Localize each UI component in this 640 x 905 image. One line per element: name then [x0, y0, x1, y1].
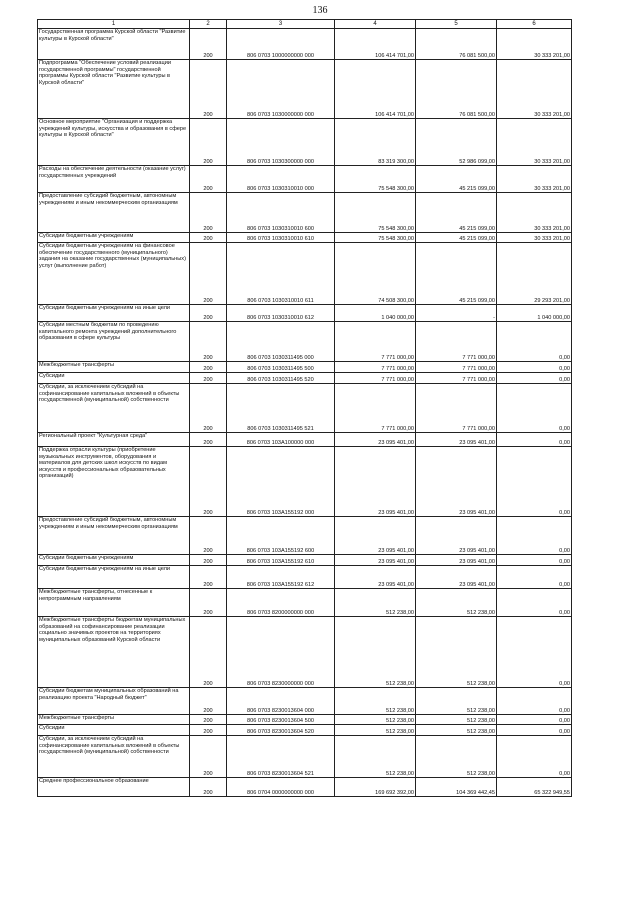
row-name: Субсидии местным бюджетам по проведению капитального ремонта учреждений дополнительного образования в сфере культуры: [38, 322, 190, 362]
row-executed-amount: 45 215 099,00: [416, 193, 497, 233]
row-name: Субсидии, за исключением субсидий на софинансирование капитальных вложений в объекты государственной (муниципальной) собственности: [38, 384, 190, 433]
row-code: 200: [190, 362, 227, 373]
row-executed-amount: 52 986 099,00: [416, 119, 497, 166]
row-code: 200: [190, 305, 227, 322]
row-plan-amount: 23 095 401,00: [335, 433, 416, 447]
row-plan-amount: 512 238,00: [335, 688, 416, 715]
table-row: [38, 119, 572, 166]
row-executed-amount: 45 215 099,00: [416, 166, 497, 193]
row-name: Предоставление субсидий бюджетным, автономным учреждениям и иным некоммерческим организациям: [38, 193, 190, 233]
row-budget-code: 806 0703 1030310010 610: [227, 233, 335, 243]
row-executed-amount: 45 215 099,00: [416, 233, 497, 243]
row-plan-amount: 75 548 300,00: [335, 166, 416, 193]
row-executed-amount: 23 095 401,00: [416, 555, 497, 566]
row-remaining-amount: 0,00: [497, 555, 572, 566]
row-name: Субсидии: [38, 725, 190, 736]
row-executed-amount: 512 238,00: [416, 715, 497, 725]
table-row: [38, 60, 572, 119]
table-row: [38, 29, 572, 60]
row-remaining-amount: 0,00: [497, 362, 572, 373]
table-row: [38, 305, 572, 322]
row-remaining-amount: 30 333 201,00: [497, 233, 572, 243]
row-plan-amount: 512 238,00: [335, 617, 416, 688]
row-remaining-amount: 0,00: [497, 688, 572, 715]
row-remaining-amount: 30 333 201,00: [497, 119, 572, 166]
row-executed-amount: 104 369 442,45: [416, 778, 497, 797]
row-executed-amount: 23 095 401,00: [416, 566, 497, 589]
row-code: 200: [190, 166, 227, 193]
table-row: [38, 778, 572, 797]
row-name: Среднее профессиональное образование: [38, 778, 190, 797]
table-row: [38, 243, 572, 305]
row-name: Расходы на обеспечение деятельности (оказание услуг) государственных учреждений: [38, 166, 190, 193]
row-code: 200: [190, 243, 227, 305]
row-name: Межбюджетные трансферты, отнесенные к непрограммным направлениям: [38, 589, 190, 617]
row-executed-amount: 7 771 000,00: [416, 373, 497, 384]
table-row: [38, 233, 572, 243]
row-budget-code: 806 0703 1030311495 500: [227, 362, 335, 373]
table-row: [38, 736, 572, 778]
table-row: [38, 566, 572, 589]
row-plan-amount: 83 319 300,00: [335, 119, 416, 166]
row-budget-code: 806 0703 103A155192 610: [227, 555, 335, 566]
row-remaining-amount: 1 040 000,00: [497, 305, 572, 322]
row-remaining-amount: 0,00: [497, 322, 572, 362]
row-plan-amount: 1 040 000,00: [335, 305, 416, 322]
row-executed-amount: 7 771 000,00: [416, 384, 497, 433]
row-plan-amount: 169 692 392,00: [335, 778, 416, 797]
table-row: [38, 725, 572, 736]
table-row: [38, 517, 572, 555]
row-name: Подпрограмма "Обеспечение условий реализации государственной программы" государственной программы Курской области "Развитие культуры в Курской области": [38, 60, 190, 119]
row-budget-code: 806 0703 8230013604 000: [227, 688, 335, 715]
row-executed-amount: 23 095 401,00: [416, 517, 497, 555]
row-executed-amount: 512 238,00: [416, 589, 497, 617]
row-remaining-amount: 30 333 201,00: [497, 166, 572, 193]
table-row: [38, 589, 572, 617]
row-budget-code: 806 0703 8200000000 000: [227, 589, 335, 617]
row-remaining-amount: 0,00: [497, 736, 572, 778]
row-executed-amount: 23 095 401,00: [416, 447, 497, 517]
table-row: [38, 688, 572, 715]
row-executed-amount: 512 238,00: [416, 725, 497, 736]
row-remaining-amount: 0,00: [497, 384, 572, 433]
row-budget-code: 806 0703 1030311495 521: [227, 384, 335, 433]
row-budget-code: 806 0703 8230013604 520: [227, 725, 335, 736]
row-code: 200: [190, 433, 227, 447]
row-budget-code: 806 0703 103A155192 612: [227, 566, 335, 589]
column-header: 1: [38, 20, 190, 29]
row-name: Межбюджетные трансферты: [38, 715, 190, 725]
row-plan-amount: 23 095 401,00: [335, 517, 416, 555]
row-executed-amount: 512 238,00: [416, 688, 497, 715]
row-remaining-amount: 0,00: [497, 589, 572, 617]
row-name: Предоставление субсидий бюджетным, автономным учреждениям и иным некоммерческим организациям: [38, 517, 190, 555]
row-code: 200: [190, 566, 227, 589]
row-budget-code: 806 0703 103A100000 000: [227, 433, 335, 447]
column-header: 4: [335, 20, 416, 29]
row-code: 200: [190, 589, 227, 617]
row-plan-amount: 7 771 000,00: [335, 322, 416, 362]
row-code: 200: [190, 617, 227, 688]
row-remaining-amount: 0,00: [497, 433, 572, 447]
row-remaining-amount: 65 322 949,55: [497, 778, 572, 797]
row-budget-code: 806 0703 1030000000 000: [227, 60, 335, 119]
row-plan-amount: 23 095 401,00: [335, 447, 416, 517]
row-executed-amount: 76 081 500,00: [416, 29, 497, 60]
row-remaining-amount: 0,00: [497, 725, 572, 736]
table-row: [38, 193, 572, 233]
row-remaining-amount: 0,00: [497, 715, 572, 725]
row-budget-code: 806 0703 1030300000 000: [227, 119, 335, 166]
row-budget-code: 806 0703 1030310010 612: [227, 305, 335, 322]
row-plan-amount: 75 548 300,00: [335, 233, 416, 243]
table-row: [38, 617, 572, 688]
row-code: 200: [190, 778, 227, 797]
column-header: 5: [416, 20, 497, 29]
row-code: 200: [190, 725, 227, 736]
row-budget-code: 806 0704 0000000000 000: [227, 778, 335, 797]
row-code: 200: [190, 688, 227, 715]
row-plan-amount: 512 238,00: [335, 715, 416, 725]
row-remaining-amount: 0,00: [497, 373, 572, 384]
budget-table: [37, 19, 572, 797]
row-name: Региональный проект "Культурная среда": [38, 433, 190, 447]
row-budget-code: 806 0703 8230013604 521: [227, 736, 335, 778]
table-row: [38, 715, 572, 725]
row-executed-amount: -: [416, 305, 497, 322]
row-name: Субсидии: [38, 373, 190, 384]
row-name: Субсидии бюджетным учреждениям на иные цели: [38, 305, 190, 322]
row-executed-amount: 7 771 000,00: [416, 362, 497, 373]
row-remaining-amount: 30 333 201,00: [497, 29, 572, 60]
table-header-row: [38, 20, 572, 29]
table-row: [38, 373, 572, 384]
row-plan-amount: 7 771 000,00: [335, 384, 416, 433]
row-executed-amount: 7 771 000,00: [416, 322, 497, 362]
row-code: 200: [190, 373, 227, 384]
row-budget-code: 806 0703 8230000000 000: [227, 617, 335, 688]
table-row: [38, 322, 572, 362]
row-name: Основное мероприятие "Организация и поддержка учреждений культуры, искусства и образования в сфере культуры в Курской области": [38, 119, 190, 166]
row-remaining-amount: 0,00: [497, 566, 572, 589]
row-plan-amount: 74 508 300,00: [335, 243, 416, 305]
row-code: 200: [190, 517, 227, 555]
row-budget-code: 806 0703 103A155192 600: [227, 517, 335, 555]
row-plan-amount: 106 414 701,00: [335, 29, 416, 60]
table-row: [38, 166, 572, 193]
row-name: Межбюджетные трансферты: [38, 362, 190, 373]
row-budget-code: 806 0703 1030310010 000: [227, 166, 335, 193]
column-header: 2: [190, 20, 227, 29]
table-row: [38, 555, 572, 566]
column-header: 3: [227, 20, 335, 29]
row-name: Государственная программа Курской области "Развитие культуры в Курской области": [38, 29, 190, 60]
row-remaining-amount: 0,00: [497, 447, 572, 517]
row-executed-amount: 45 215 099,00: [416, 243, 497, 305]
row-name: Субсидии бюджетным учреждениям на иные цели: [38, 566, 190, 589]
row-name: Поддержка отрасли культуры (приобретение музыкальных инструментов, оборудования и материалов для детских школ искусств по видам искусств и профессиональных образовательных организаций): [38, 447, 190, 517]
row-code: 200: [190, 322, 227, 362]
row-code: 200: [190, 384, 227, 433]
row-plan-amount: 7 771 000,00: [335, 373, 416, 384]
column-header: 6: [497, 20, 572, 29]
row-budget-code: 806 0703 1030311495 520: [227, 373, 335, 384]
row-budget-code: 806 0703 1000000000 000: [227, 29, 335, 60]
row-plan-amount: 23 095 401,00: [335, 555, 416, 566]
row-remaining-amount: 0,00: [497, 617, 572, 688]
row-remaining-amount: 30 333 201,00: [497, 60, 572, 119]
row-plan-amount: 512 238,00: [335, 589, 416, 617]
page-number: 136: [312, 5, 328, 16]
row-plan-amount: 75 548 300,00: [335, 193, 416, 233]
row-name: Субсидии бюджетным учреждениям: [38, 233, 190, 243]
row-code: 200: [190, 736, 227, 778]
row-budget-code: 806 0703 103A155192 000: [227, 447, 335, 517]
row-budget-code: 806 0703 1030311495 000: [227, 322, 335, 362]
row-plan-amount: 512 238,00: [335, 725, 416, 736]
row-executed-amount: 23 095 401,00: [416, 433, 497, 447]
table-row: [38, 362, 572, 373]
row-name: Межбюджетные трансферты бюджетам муниципальных образований на софинансирование реализации социально значимых проектов на территориях муниципальных образований Курской области: [38, 617, 190, 688]
row-remaining-amount: 0,00: [497, 517, 572, 555]
row-plan-amount: 23 095 401,00: [335, 566, 416, 589]
row-name: Субсидии бюджетным учреждениям на финансовое обеспечение государственного (муниципального) задания на оказание государственных (муниципальных) услуг (выполнение работ): [38, 243, 190, 305]
row-plan-amount: 7 771 000,00: [335, 362, 416, 373]
row-remaining-amount: 30 333 201,00: [497, 193, 572, 233]
row-executed-amount: 76 081 500,00: [416, 60, 497, 119]
table-row: [38, 433, 572, 447]
row-code: 200: [190, 193, 227, 233]
row-budget-code: 806 0703 8230013604 500: [227, 715, 335, 725]
row-code: 200: [190, 233, 227, 243]
row-budget-code: 806 0703 1030310010 600: [227, 193, 335, 233]
row-code: 200: [190, 29, 227, 60]
row-plan-amount: 512 238,00: [335, 736, 416, 778]
row-budget-code: 806 0703 1030310010 611: [227, 243, 335, 305]
table-row: [38, 384, 572, 433]
row-code: 200: [190, 555, 227, 566]
row-plan-amount: 106 414 701,00: [335, 60, 416, 119]
row-code: 200: [190, 715, 227, 725]
row-remaining-amount: 29 293 201,00: [497, 243, 572, 305]
row-name: Субсидии бюджетам муниципальных образований на реализацию проекта "Народный бюджет": [38, 688, 190, 715]
row-code: 200: [190, 119, 227, 166]
row-executed-amount: 512 238,00: [416, 736, 497, 778]
row-code: 200: [190, 60, 227, 119]
table-row: [38, 447, 572, 517]
row-code: 200: [190, 447, 227, 517]
row-name: Субсидии, за исключением субсидий на софинансирование капитальных вложений в объекты государственной (муниципальной) собственности: [38, 736, 190, 778]
row-name: Субсидии бюджетным учреждениям: [38, 555, 190, 566]
row-executed-amount: 512 238,00: [416, 617, 497, 688]
